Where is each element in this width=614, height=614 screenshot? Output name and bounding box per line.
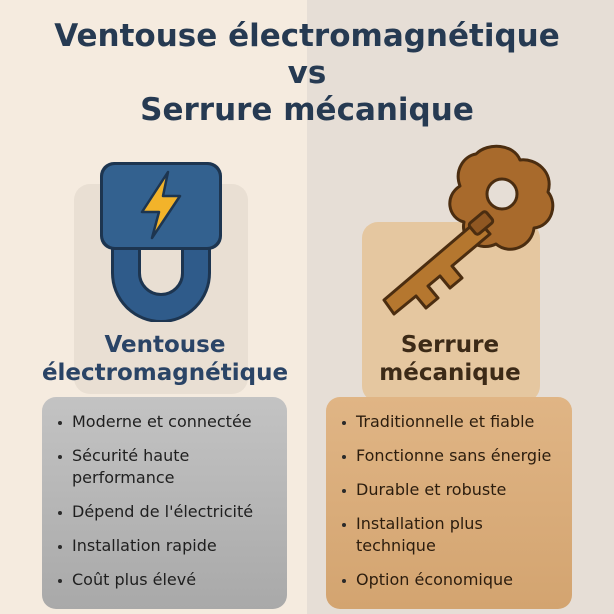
list-item-text: Option économique (356, 570, 514, 589)
bullet-icon (58, 579, 62, 583)
bullet-icon (58, 545, 62, 549)
left-feature-list (58, 411, 277, 591)
list-item (342, 569, 562, 591)
title-line-2: vs (287, 55, 327, 91)
left-heading-line-1: Ventouse (104, 332, 226, 358)
list-item-text: Traditionnelle et fiable (356, 412, 535, 431)
title-line-1: Ventouse électromagnétique (54, 18, 560, 54)
list-item-text: Installation rapide (72, 536, 217, 555)
left-heading-line-2: électromagnétique (41, 360, 289, 386)
bullet-icon (342, 421, 346, 425)
right-heading-line-1: Serrure (400, 332, 500, 358)
list-item (58, 535, 277, 557)
list-item (58, 569, 277, 591)
list-item-text: Moderne et connectée (72, 412, 252, 431)
list-item (58, 411, 277, 433)
bullet-icon (342, 489, 346, 493)
list-item-text: Sécurité haute performance (72, 446, 190, 487)
list-item (342, 479, 562, 501)
right-column-heading (350, 331, 550, 387)
electromagnet-icon (96, 158, 226, 322)
bullet-icon (58, 511, 62, 515)
key-icon (368, 140, 568, 330)
list-item-text: Durable et robuste (356, 480, 507, 499)
bullet-icon (58, 421, 62, 425)
right-feature-card (326, 397, 572, 609)
list-item-text: Fonctionne sans énergie (356, 446, 552, 465)
list-item (342, 445, 562, 467)
left-column-heading (40, 331, 290, 387)
list-item (342, 411, 562, 433)
bullet-icon (342, 455, 346, 459)
page-title (0, 18, 614, 129)
bullet-icon (342, 523, 346, 527)
list-item (58, 445, 277, 489)
right-heading-line-2: mécanique (379, 360, 521, 386)
left-feature-card (42, 397, 287, 609)
right-feature-list (342, 411, 562, 591)
title-line-3: Serrure mécanique (140, 92, 474, 128)
list-item-text: Dépend de l'électricité (72, 502, 254, 521)
list-item (342, 513, 562, 557)
list-item-text: Installation plus technique (356, 514, 483, 555)
list-item (58, 501, 277, 523)
list-item-text: Coût plus élevé (72, 570, 197, 589)
bullet-icon (58, 455, 62, 459)
bullet-icon (342, 579, 346, 583)
